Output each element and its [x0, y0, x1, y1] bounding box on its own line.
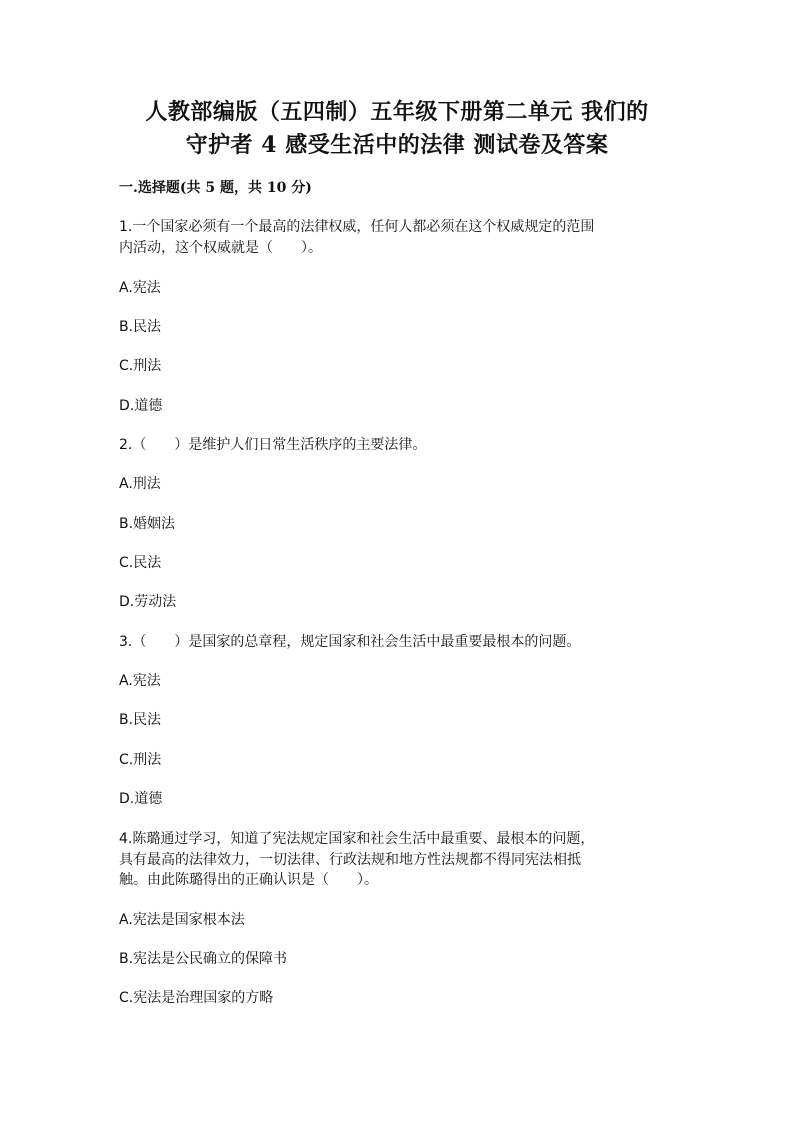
question-3-stem-line-1: 3.（ ）是国家的总章程，规定国家和社会生活中最重要最根本的问题。	[119, 634, 581, 650]
question-4-option-b: B.宪法是公民确立的保障书	[119, 951, 288, 967]
question-2-option-d: D.劳动法	[119, 594, 177, 610]
question-1-stem-line-2: 内活动，这个权威就是（ ）。	[119, 240, 322, 256]
document-title-line-2: 守护者 4 感受生活中的法律 测试卷及答案	[185, 132, 609, 158]
question-2-option-b: B.婚姻法	[119, 516, 176, 532]
question-2-stem-line-1: 2.（ ）是维护人们日常生活秩序的主要法律。	[119, 437, 427, 453]
question-3-option-d: D.道德	[119, 791, 163, 807]
question-3-option-b: B.民法	[119, 712, 162, 728]
question-1-option-b: B.民法	[119, 319, 162, 335]
question-4-stem-line-1: 4.陈璐通过学习，知道了宪法规定国家和社会生活中最重要、最根本的问题，	[119, 831, 595, 847]
question-4-option-a: A.宪法是国家根本法	[119, 912, 245, 928]
question-1-option-c: C.刑法	[119, 358, 162, 374]
section-heading: 一.选择题(共 5 题，共 10 分)	[119, 180, 312, 196]
question-4-option-c: C.宪法是治理国家的方略	[119, 990, 274, 1006]
question-4-stem-line-2: 具有最高的法律效力，一切法律、行政法规和地方性法规都不得同宪法相抵	[119, 852, 581, 868]
question-1-stem-line-1: 1.一个国家必须有一个最高的法律权威，任何人都必须在这个权威规定的范围	[119, 219, 595, 235]
question-2-option-c: C.民法	[119, 555, 162, 571]
question-4-stem-line-3: 触。由此陈璐得出的正确认识是（ ）。	[119, 872, 378, 888]
question-3-option-c: C.刑法	[119, 752, 162, 768]
question-2-option-a: A.刑法	[119, 476, 161, 492]
document-title-line-1: 人教部编版（五四制）五年级下册第二单元 我们的	[145, 99, 649, 125]
question-1-option-a: A.宪法	[119, 280, 161, 296]
question-1-option-d: D.道德	[119, 398, 163, 414]
question-3-option-a: A.宪法	[119, 673, 161, 689]
